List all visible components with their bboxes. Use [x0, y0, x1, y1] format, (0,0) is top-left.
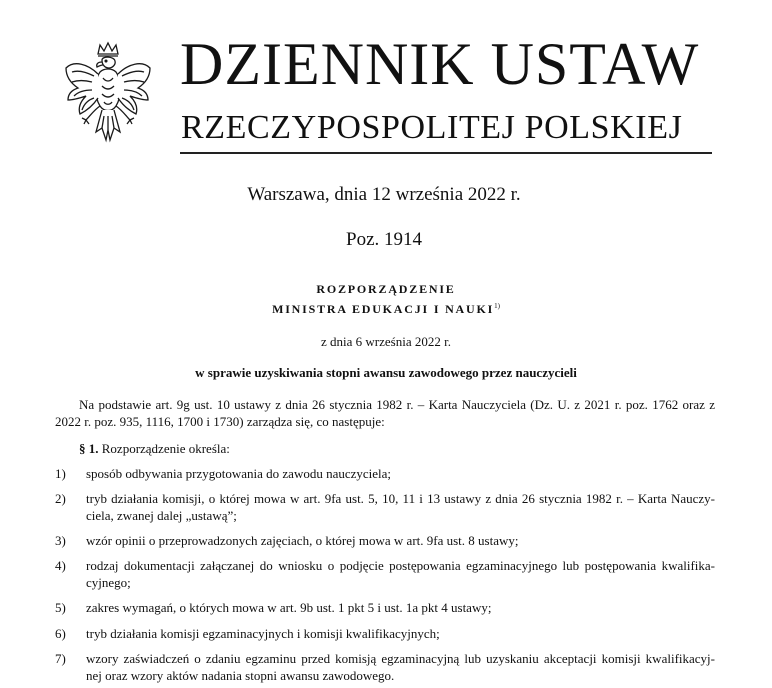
list-item-label: 2) [55, 491, 66, 506]
list-item-line: cyjnego; [86, 575, 131, 590]
list-item-label: 3) [55, 533, 66, 548]
list-item-line: wzory zaświadczeń o zdaniu egzaminu przed komisją egzaminacyjną lub uzyskaniu akceptacji komisji kwalifikacyj- [86, 651, 715, 666]
list-item-text [86, 557, 715, 591]
list-item-line: zakres wymagań, o których mowa w art. 9b ust. 1 pkt 5 i ust. 1a pkt 4 ustawy; [86, 600, 492, 615]
issue-date-text: Warszawa, dnia 12 września 2022 r. [247, 184, 521, 205]
list-item-line: tryb działania komisji egzaminacyjnych i komisji kwalifikacyjnych; [86, 626, 440, 641]
act-date: z dnia 6 września 2022 r. [321, 334, 451, 349]
paragraph-1 [79, 440, 230, 457]
paragraph-text: Rozporządzenie określa: [101, 441, 230, 456]
list-item-line: rodzaj dokumentacji załączanej do wniosku o podjęcie postępowania egzaminacyjnego lub postępowania kwalifika- [86, 558, 715, 573]
list-item-label: 1) [55, 466, 66, 481]
list-item-text [86, 465, 715, 482]
gazette-title: DZIENNIK USTAW [180, 31, 700, 97]
list-item-label: 6) [55, 626, 66, 641]
list-item-text [86, 650, 715, 684]
position-number [0, 228, 772, 252]
list-item-text [86, 490, 715, 524]
list-item-line: nej oraz wzory aktów nadania stopni awansu zawodowego. [86, 668, 395, 683]
act-subject: w sprawie uzyskiwania stopni awansu zawodowego przez nauczycieli [195, 365, 577, 380]
polish-eagle-emblem-icon [60, 40, 156, 148]
footnote-reference-link[interactable]: 1) [494, 302, 500, 310]
paragraph-number: § 1. [79, 441, 99, 456]
list-item-text [86, 599, 715, 616]
act-authority [0, 302, 772, 317]
list-item-label: 5) [55, 600, 66, 615]
position-number-text: Poz. 1914 [346, 229, 422, 250]
gazette-subtitle: RZECZYPOSPOLITEJ POLSKIEJ [181, 109, 683, 146]
list-item-line: sposób odbywania przygotowania do zawodu nauczyciela; [86, 466, 392, 481]
preamble: Na podstawie art. 9g ust. 10 ustawy z dnia 26 stycznia 1982 r. – Karta Nauczyciela (Dz. U. z 2021 r. poz. 1762 oraz z 2022 r. poz. 935, 1116, 1700 i 1730) zarządza się, co następuje: [55, 397, 715, 429]
list-item-line: wzór opinii o przeprowadzonych zajęciach, o której mowa w art. 9fa ust. 8 ustawy; [86, 533, 519, 548]
list-item-line: ciela, zwanej dalej „ustawą”; [86, 508, 237, 523]
list-item-label: 4) [55, 558, 66, 573]
list-item-line: tryb działania komisji, o której mowa w art. 9fa ust. 5, 10, 11 i 13 ustawy z dnia 26 stycznia 1982 r. – Karta Nauczy- [86, 491, 715, 506]
act-authority-text: MINISTRA EDUKACJI I NAUKI [272, 302, 495, 316]
list-item-text [86, 625, 715, 642]
issue-date [0, 183, 772, 207]
list-item-text [86, 532, 715, 549]
list-item-label: 7) [55, 651, 66, 666]
masthead-divider [180, 152, 712, 154]
act-type: ROZPORZĄDZENIE [316, 282, 456, 296]
